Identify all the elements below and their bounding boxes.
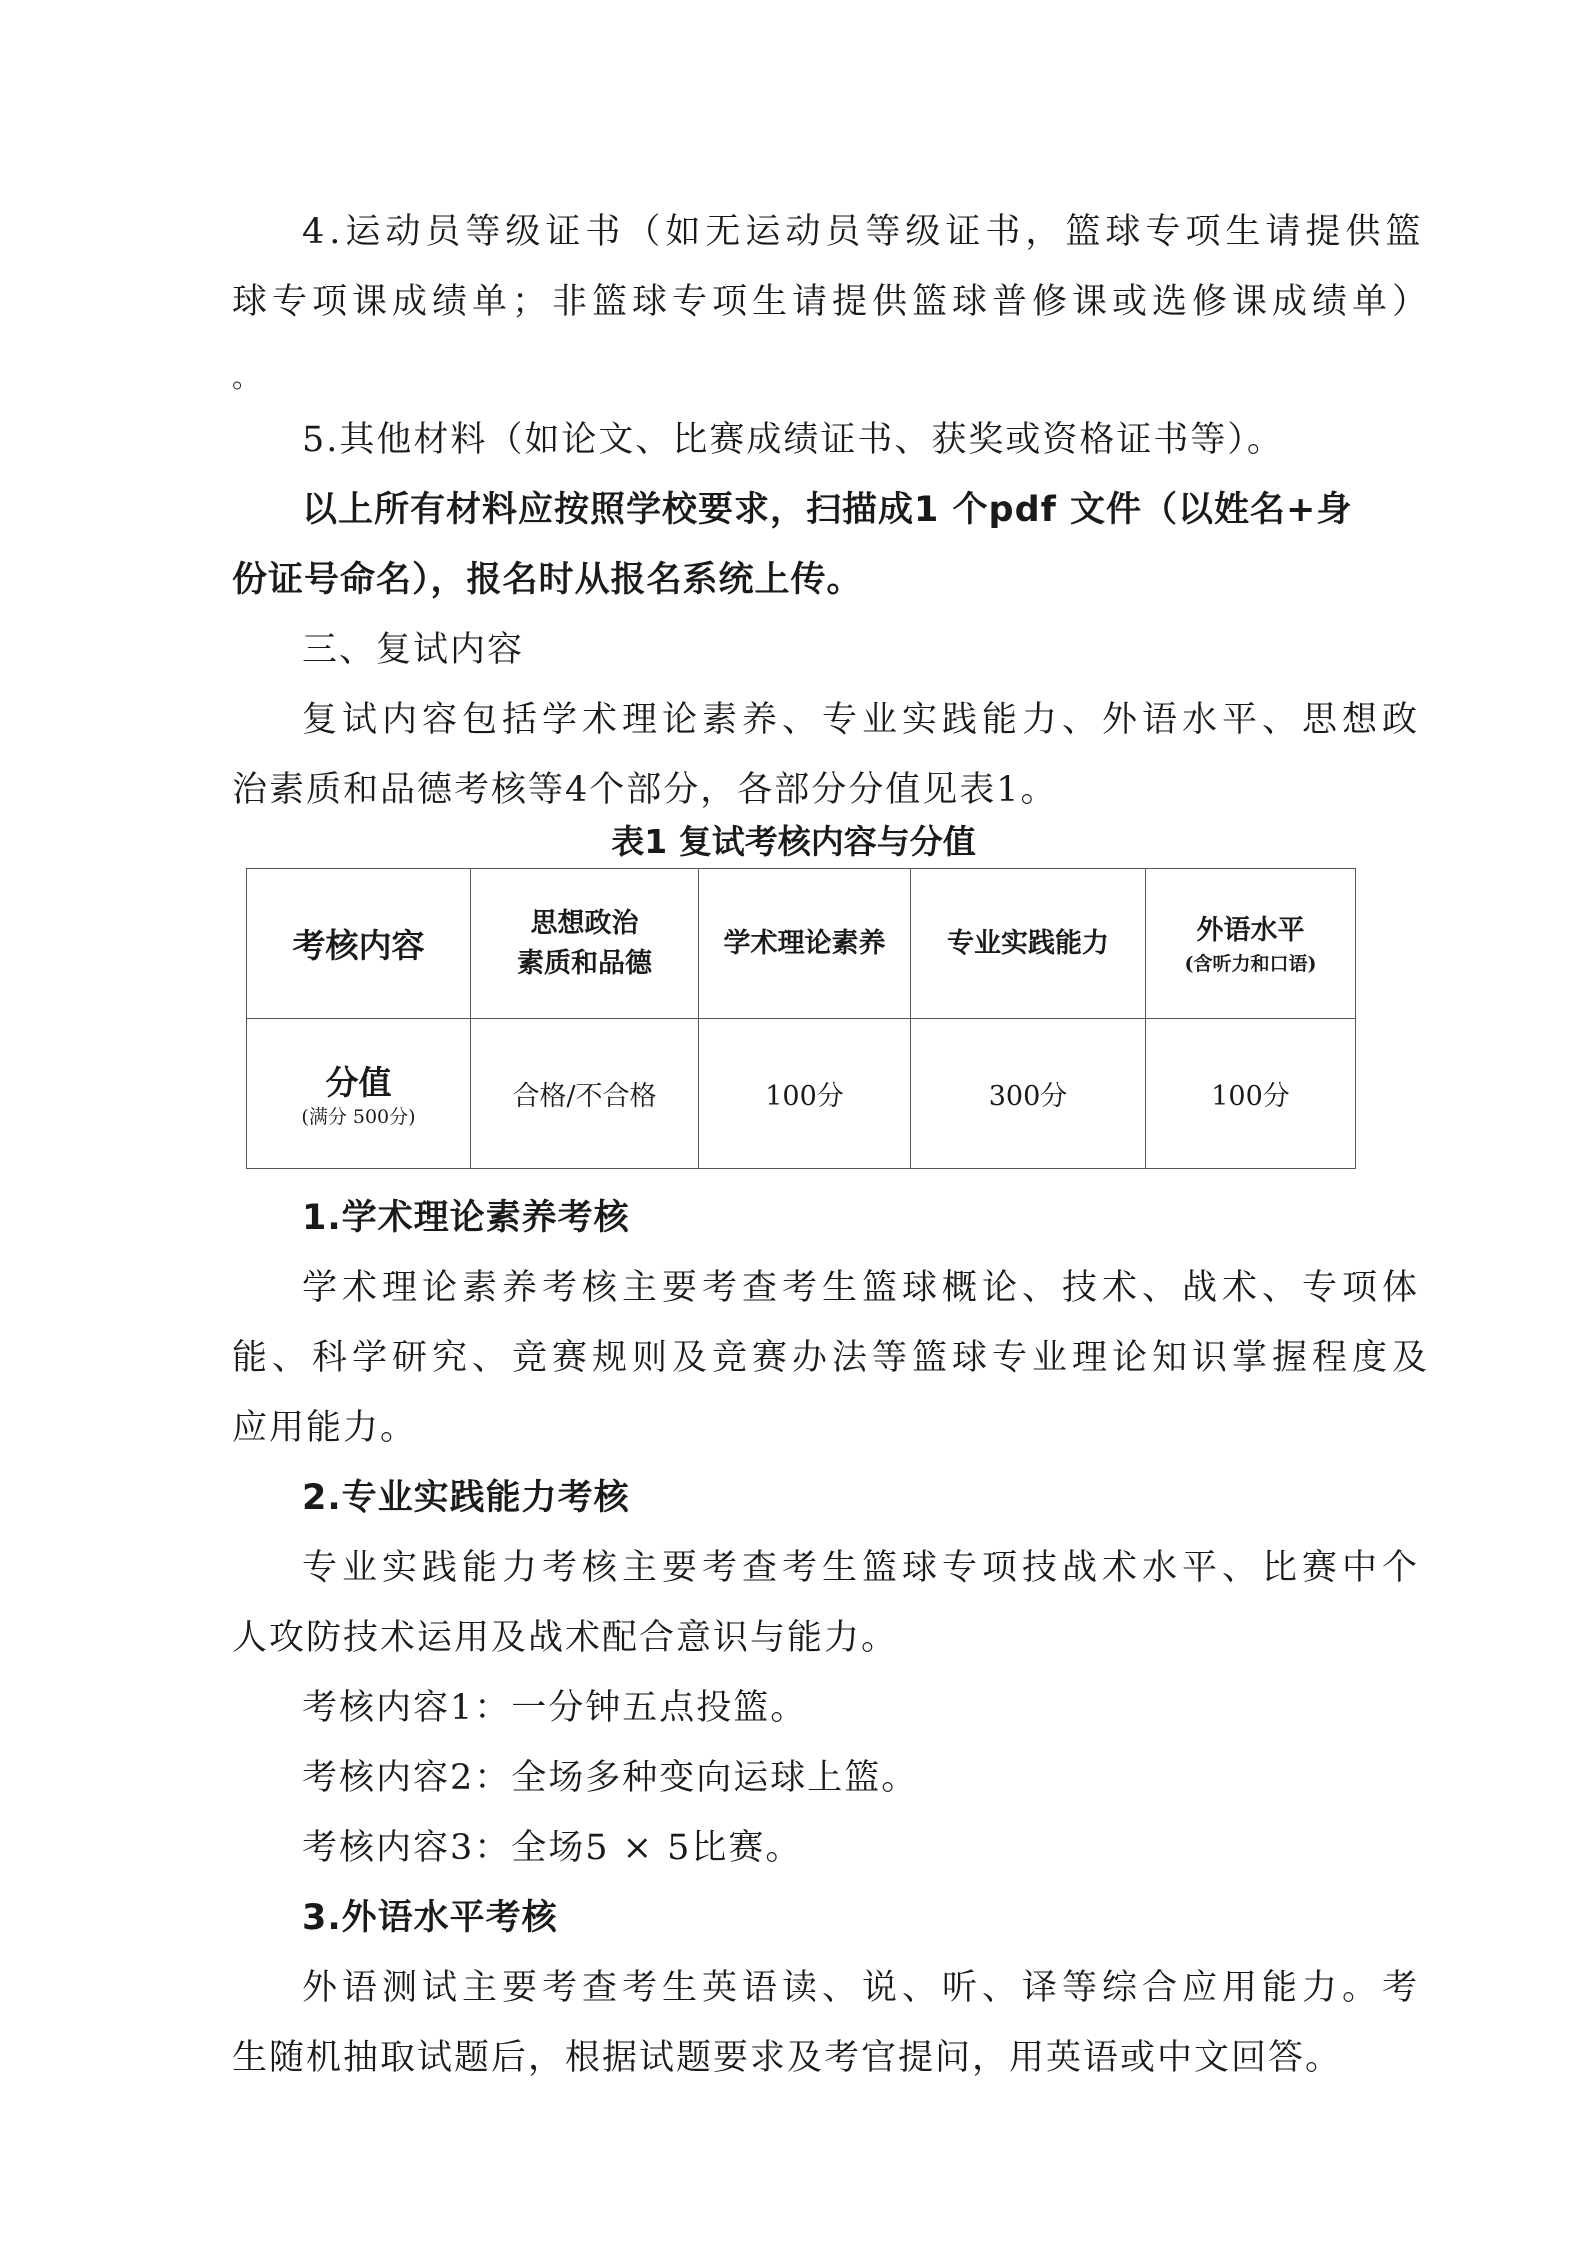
- section3-heading: 三、复试内容: [302, 630, 525, 670]
- header-language-label: 外语水平: [1196, 914, 1305, 946]
- table-header-row: [247, 869, 1356, 1019]
- row-cell-political: [471, 1019, 699, 1169]
- value-practice: 300分: [988, 1081, 1068, 1112]
- header-content-label: 考核内容: [292, 926, 425, 965]
- notice-line2: 份证号命名），报名时从报名系统上传。: [232, 560, 863, 600]
- subsection3-line2: 生随机抽取试题后，根据试题要求及考官提问，用英语或中文回答。: [232, 2038, 1343, 2078]
- header-cell-practice: [911, 869, 1146, 1019]
- header-cell-language: [1146, 869, 1356, 1019]
- header-academic-label: 学术理论素养: [723, 927, 886, 959]
- header-cell-political: [471, 869, 699, 1019]
- subsection1-line2: 能、科学研究、竞赛规则及竞赛办法等篮球专业理论知识掌握程度及: [232, 1338, 1433, 1378]
- subsection3-heading: 3.外语水平考核: [302, 1898, 558, 1938]
- paragraph-item5: 5.其他材料（如论文、比赛成绩证书、获奖或资格证书等）。: [302, 420, 1284, 460]
- header-practice-label: 专业实践能力: [947, 927, 1109, 959]
- header-political-line1: 思想政治: [530, 907, 639, 939]
- paragraph-item4-line1: 4.运动员等级证书（如无运动员等级证书，篮球专项生请提供篮: [302, 212, 1426, 252]
- value-language: 100分: [1211, 1081, 1290, 1112]
- header-political-line2: 素质和品德: [517, 947, 652, 979]
- row-cell-language: [1146, 1019, 1356, 1169]
- paragraph-item4-line3: 。: [232, 361, 263, 394]
- subsection2-line2: 人攻防技术运用及战术配合意识与能力。: [232, 1618, 899, 1658]
- row-label-sub: (满分 500分): [301, 1106, 416, 1128]
- row-cell-label: [247, 1019, 471, 1169]
- subsection3-line1: 外语测试主要考查考生英语读、说、听、译等综合应用能力。考: [302, 1968, 1423, 2008]
- header-cell-content: [247, 869, 471, 1019]
- paragraph-item4-line2: 球专项课成绩单；非篮球专项生请提供篮球普修课或选修课成绩单）: [232, 282, 1433, 322]
- score-table: [246, 868, 1356, 1169]
- table-caption: 表1 复试考核内容与分值: [611, 822, 976, 861]
- value-academic: 100分: [765, 1081, 844, 1112]
- section3-line2: 治素质和品德考核等4个部分，各部分分值见表1。: [232, 770, 1058, 810]
- section3-line1: 复试内容包括学术理论素养、专业实践能力、外语水平、思想政: [302, 700, 1423, 740]
- header-language-sub: (含听力和口语): [1184, 952, 1317, 975]
- subsection2-item3: 考核内容3：全场5 × 5比赛。: [302, 1828, 803, 1868]
- row-cell-practice: [911, 1019, 1146, 1169]
- subsection2-item2: 考核内容2：全场多种变向运球上篮。: [302, 1758, 919, 1798]
- subsection1-heading: 1.学术理论素养考核: [302, 1198, 630, 1238]
- subsection1-line3: 应用能力。: [232, 1408, 418, 1448]
- table-row: [247, 1019, 1356, 1169]
- notice-line1: 以上所有材料应按照学校要求，扫描成1 个pdf 文件（以姓名+身: [302, 490, 1353, 530]
- subsection2-line1: 专业实践能力考核主要考查考生篮球专项技战术水平、比赛中个: [302, 1548, 1423, 1588]
- subsection2-heading: 2.专业实践能力考核: [302, 1478, 630, 1518]
- row-label: 分值: [325, 1063, 392, 1102]
- row-cell-academic: [699, 1019, 911, 1169]
- subsection2-item1: 考核内容1：一分钟五点投篮。: [302, 1688, 808, 1728]
- header-cell-academic: [699, 869, 911, 1019]
- subsection1-line1: 学术理论素养考核主要考查考生篮球概论、技术、战术、专项体: [302, 1268, 1423, 1308]
- value-political: 合格/不合格: [512, 1081, 657, 1112]
